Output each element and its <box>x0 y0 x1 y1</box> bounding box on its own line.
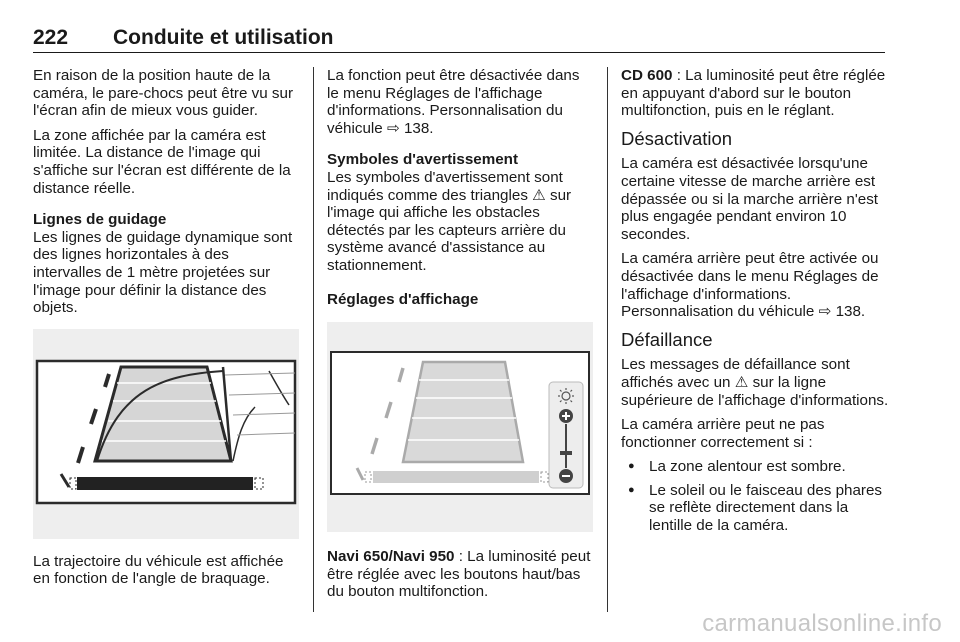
page-header <box>33 22 885 53</box>
display-settings-figure <box>327 322 593 532</box>
section-heading: Lignes de guidage <box>33 211 167 229</box>
cross-reference-icon: ⇨ <box>818 302 832 321</box>
display-brightness-illustration <box>327 322 593 532</box>
column-1 <box>33 67 301 595</box>
paragraph: La zone affichée par la caméra est limitée. La distance de l'image qui s'affiche sur l'écran est différente de la distance réelle. <box>33 126 291 197</box>
column-2 <box>327 67 595 608</box>
paragraph: Les lignes de guidage dynamique sont des lignes horizontales à des intervalles de 1 mètre projetées sur l'image pour définir la distance des objets. <box>33 228 293 317</box>
paragraph: Les messages de défaillance sont affichés avec un ⚠ sur la ligne supérieure de l'affichage d'informations. <box>621 356 889 409</box>
paragraph: La fonction peut être désactivée dans le menu Réglages de l'affichage d'informations. Personnalisation du véhicule ⇨ 138. <box>327 67 580 137</box>
list-item: ● La zone alentour est sombre. <box>621 458 889 476</box>
camera-guide-lines-illustration <box>33 329 299 539</box>
guide-lines-figure <box>33 329 299 539</box>
paragraph: La trajectoire du véhicule est affichée en fonction de l'angle de braquage. <box>33 552 284 588</box>
paragraph: La caméra est désactivée lorsqu'une certaine vitesse de marche arrière est dépassée ou si la marche arrière n'est plus engagée pendant environ 10 secondes. <box>621 155 879 243</box>
paragraph: Navi 650/Navi 950 : La luminosité peut être réglée avec les boutons haut/bas du bouton multifonction. <box>327 548 591 601</box>
column-3 <box>621 67 889 541</box>
bullet-list <box>621 458 889 534</box>
column-divider <box>313 67 314 612</box>
list-item: ● Le soleil ou le faisceau des phares se reflète directement dans la lentille de la caméra. <box>621 482 889 535</box>
paragraph: CD 600 : La luminosité peut être réglée en appuyant d'abord sur le bouton multifonction, puis en le réglant. <box>621 67 886 120</box>
paragraph: En raison de la position haute de la caméra, le pare-chocs peut être vu sur l'écran afin de mieux vous guider. <box>33 67 293 120</box>
section-heading: Réglages d'affichage <box>327 290 479 308</box>
section-heading: Désactivation <box>621 127 733 149</box>
cross-reference-icon: ⇨ <box>386 118 400 137</box>
paragraph: La caméra arrière peut ne pas fonctionner correctement si : <box>621 416 825 451</box>
warning-triangle-icon: ⚠ <box>734 373 749 391</box>
page-title: Conduite et utilisation <box>113 26 334 49</box>
paragraph: La caméra arrière peut être activée ou désactivée dans le menu Réglages de l'affichage d'informations. Personnalisation du véhicule ⇨ 138. <box>621 250 879 321</box>
column-divider <box>607 67 608 612</box>
paragraph: Les symboles d'avertissement sont indiqués comme des triangles ⚠ sur l'image qui affiche les obstacles détectés par les capteurs arrière du système avancé d'assistance au stationnement. <box>327 168 572 274</box>
warning-triangle-icon: ⚠ <box>532 186 546 204</box>
section-heading: Défaillance <box>621 328 713 350</box>
page-number: 222 <box>33 26 69 49</box>
section-heading: Symboles d'avertissement <box>327 151 519 169</box>
watermark: carmanualsonline.info <box>702 610 942 637</box>
